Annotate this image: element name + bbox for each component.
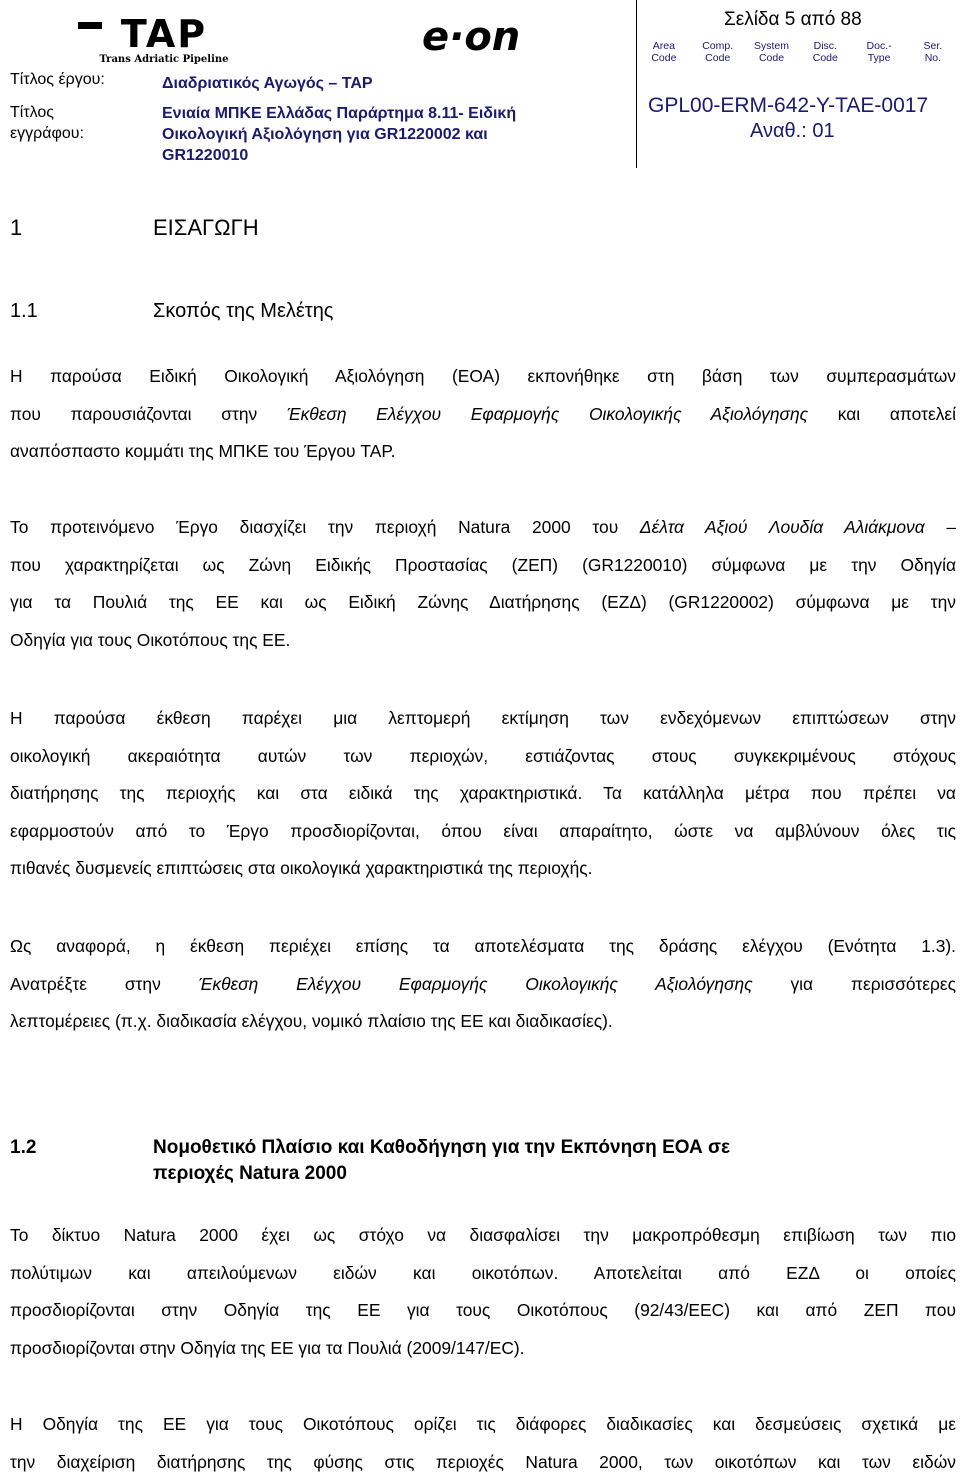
section-number: 1 [10, 215, 23, 240]
section-title: ΕΙΣΑΓΩΓΗ [153, 215, 259, 240]
eon-logo-text: e·on [422, 14, 521, 58]
tap-logo [74, 12, 254, 64]
section-number: 1.1 [10, 300, 38, 322]
eon-logo [420, 14, 538, 58]
doc-title-line1: Ενιαία ΜΠΚΕ Ελλάδας Παράρτημα 8.11- Ειδική [162, 105, 517, 122]
document-header [0, 0, 960, 168]
paragraph-5: Το δίκτυο Natura 2000 έχει ως στόχο να διασφαλίσει την μακροπρόθεσμη επιβίωση των πιο πολύτιμων και απειλούμενων ειδών και οικοτόπων. Αποτελείται από ΕΖΔ οι οποίες προσδιορίζονται στην Οδηγία της ΕΕ για τους Οικοτόπους (92/43/ΕΕC) και από ΖΕΠ που προσδιορίζονται στην Οδηγία της ΕΕ για τα Πουλιά (2009/147/EC). [10, 1225, 956, 1358]
doc-type-label: Doc.- Type [866, 40, 892, 64]
section-title: Νομοθετικό Πλαίσιο και Καθοδήγηση για την Εκπόνηση ΕΟΑ σε περιοχές Natura 2000 [153, 1137, 731, 1184]
tap-logo-text: TAP [120, 12, 208, 56]
doc-title-label-line2: εγγράφου: [10, 125, 84, 142]
system-code-label: System Code [753, 40, 789, 64]
area-code-label: Area Code [651, 40, 677, 64]
disc-code-label: Disc. Code [812, 40, 838, 64]
project-title-value: Διαδριατικός Αγωγός – TAP [162, 75, 373, 92]
section-number: 1.2 [10, 1137, 37, 1158]
section-title: Σκοπός της Μελέτης [153, 300, 334, 322]
revision: Αναθ.: 01 [750, 120, 835, 142]
code-columns [637, 40, 960, 64]
header-divider [636, 0, 637, 168]
paragraph-6: Η Οδηγία της ΕΕ για τους Οικοτόπους ορίζει τις διάφορες διαδικασίες και δεσμεύσεις σχετικά με την διαχείριση διατήρησης της φύσης στις περιοχές Natura 2000, των οικοτόπων και των ειδών [10, 1414, 956, 1472]
tap-logo-subtitle: Trans Adriatic Pipeline [99, 54, 229, 64]
section-1-1-heading [10, 300, 333, 323]
doc-title-label-line1: Τίτλος [10, 104, 55, 121]
paragraph-4: Ως αναφορά, η έκθεση περιέχει επίσης τα αποτελέσματα της δράσης ελέγχου (Ενότητα 1.3). Ανατρέξτε στην Έκθεση Ελέγχου Εφαρμογής Οικολογικής Αξιολόγησης για περισσότερες λεπτομέρειες (π.χ. διαδικασία ελέγχου, νομικό πλαίσιο της ΕΕ και διαδικασίες). [10, 936, 957, 1032]
paragraph-3: Η παρούσα έκθεση παρέχει μια λεπτομερή εκτίμηση των ενδεχόμενων επιπτώσεων στην οικολογική ακεραιότητα αυτών των περιοχών, εστιάζοντας στους συγκεκριμένους στόχους διατήρησης της περιοχής και στα ειδικά της χαρακτηριστικά. Τα κατάλληλα μέτρα που πρέπει να εφαρμοστούν από το Έργο προσδιορίζονται, όπου είναι απαραίτητο, ώστε να αμβλύνουν όλες τις πιθανές δυσμενείς επιπτώσεις στα οικολογικά χαρακτηριστικά της περιοχής. [10, 708, 956, 879]
doc-title-line3: GR1220010 [162, 147, 249, 164]
section-1-heading [10, 215, 259, 241]
document-number: GPL00-ERM-642-Y-TAE-0017 [648, 94, 929, 117]
doc-title-line2: Οικολογική Αξιολόγηση για GR1220002 και [162, 126, 488, 143]
project-title-label: Τίτλος έργου: [10, 71, 105, 88]
ser-no-label: Ser. No. [923, 40, 943, 64]
page-info: Σελίδα 5 από 88 [724, 9, 862, 30]
paragraph-1: Η παρούσα Ειδική Οικολογική Αξιολόγηση (ΕΟΑ) εκπονήθηκε στη βάση των συμπερασμάτων που παρουσιάζονται στην Έκθεση Ελέγχου Εφαρμογής Οικολογικής Αξιολόγησης και αποτελεί αναπόσπαστο κομμάτι της ΜΠΚΕ του Έργου TAP. [10, 366, 957, 462]
comp-code-label: Comp. Code [702, 40, 734, 64]
paragraph-2: Το προτεινόμενο Έργο διασχίζει την περιοχή Natura 2000 του Δέλτα Αξιού Λουδία Αλιάκμονα – που χαρακτηρίζεται ως Ζώνη Ειδικής Προστασίας (ΖΕΠ) (GR1220010) σύμφωνα με την Οδηγία για τα Πουλιά της ΕΕ και ως Ειδική Ζώνης Διατήρησης (ΕΖΔ) (GR1220002) σύμφωνα με την Οδηγία για τους Οικοτόπους της ΕΕ. [10, 517, 956, 650]
